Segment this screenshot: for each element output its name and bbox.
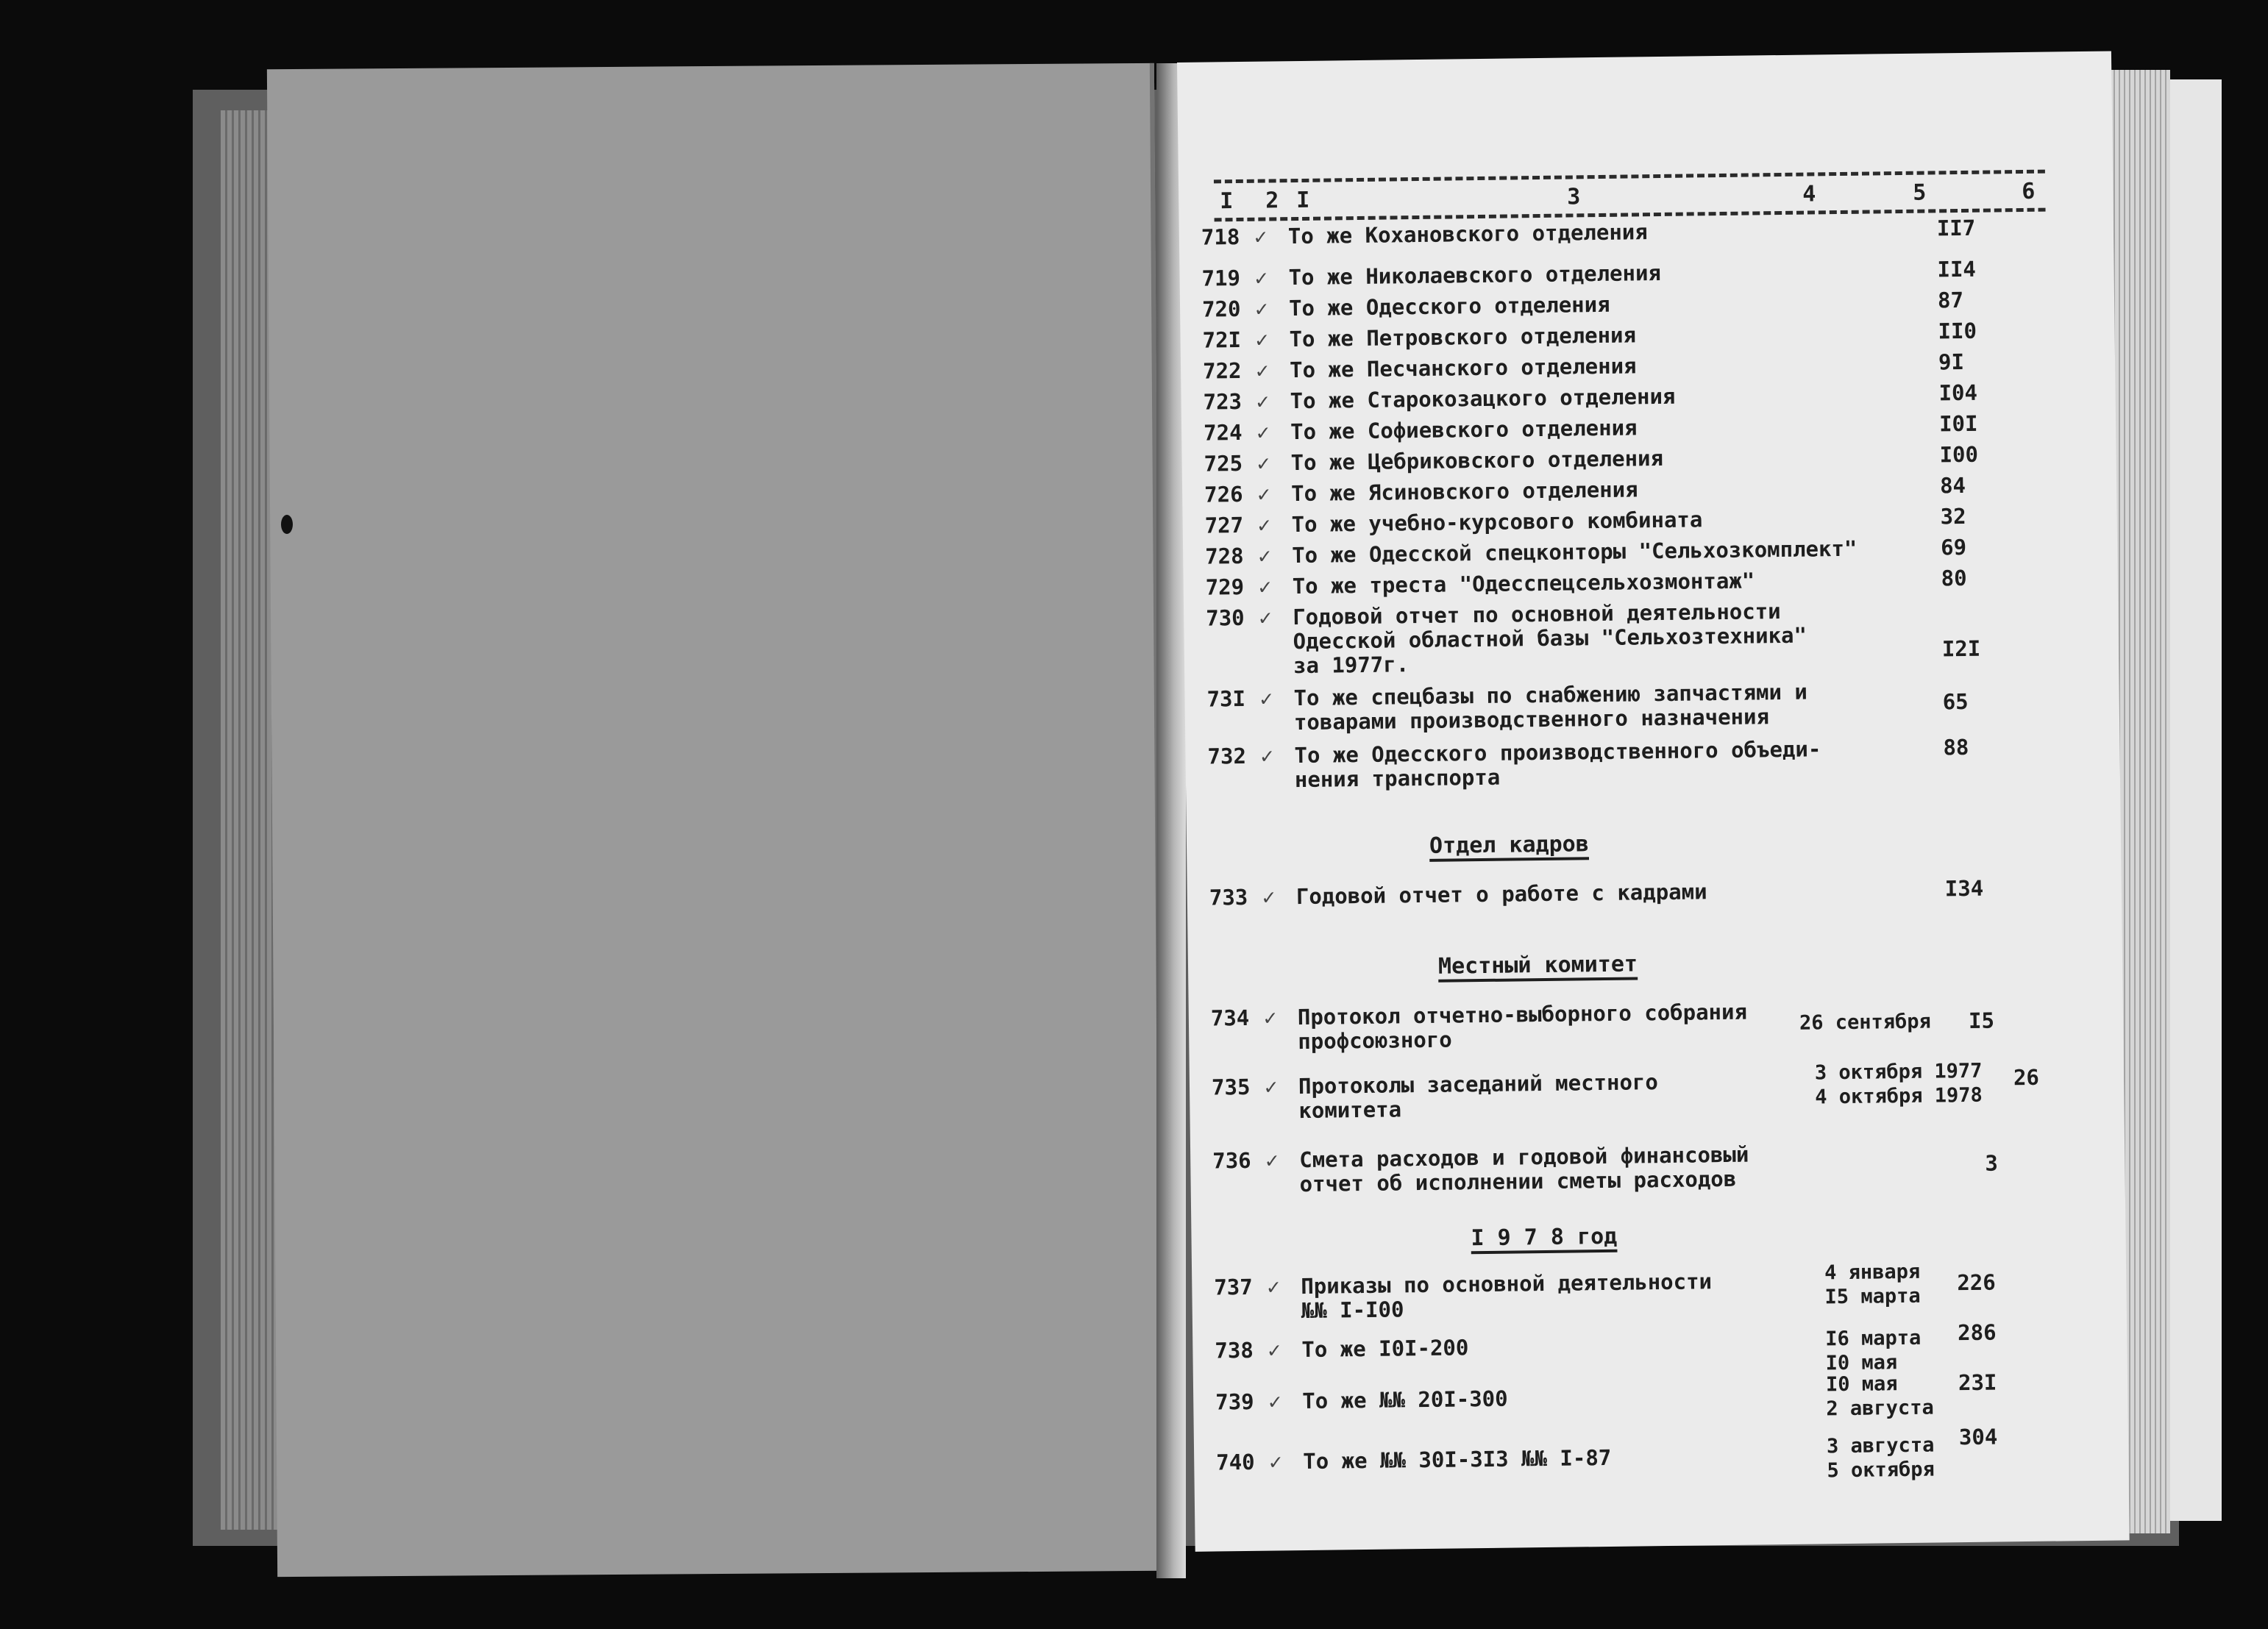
- section-year-1978: I 9 7 8 год: [1471, 1223, 1618, 1252]
- entry-number: 739: [1215, 1389, 1254, 1415]
- entry-sheets: 23I: [1958, 1369, 1997, 1396]
- check-mark-icon: ✓: [1256, 450, 1270, 476]
- entry-number: 732: [1207, 743, 1247, 769]
- header-col-2: 2: [1265, 188, 1279, 214]
- entry-number: 718: [1201, 224, 1240, 250]
- entry-title: То же спецбазы по снабжению запчастями и товарами производственного назначения: [1293, 679, 1808, 735]
- check-mark-icon: ✓: [1267, 1274, 1281, 1300]
- entry-dates: 3 октября 1977 4 октября 1978: [1814, 1059, 1983, 1109]
- section-local-committee: Местный комитет: [1437, 951, 1638, 980]
- check-mark-icon: ✓: [1259, 605, 1272, 630]
- entry-row: [1215, 1319, 2068, 1375]
- entry-sheets: 84: [1939, 472, 1966, 499]
- check-mark-icon: ✓: [1255, 357, 1269, 383]
- check-mark-icon: ✓: [1269, 1449, 1282, 1475]
- entry-sheets: 9I: [1938, 349, 1965, 375]
- entry-sheets: 26: [2013, 1064, 2040, 1091]
- left-page-blurred: [267, 63, 1165, 1577]
- entry-sheets: II7: [1936, 215, 1976, 241]
- entry-number: 73I: [1206, 685, 1246, 712]
- entry-sheets: I04: [1938, 379, 1978, 406]
- entry-sheets: I5: [1968, 1008, 1995, 1033]
- entry-row: [1201, 256, 2055, 291]
- check-mark-icon: ✓: [1262, 884, 1276, 910]
- entry-title: Смета расходов и годовой финансовый отчет об исполнении сметы расходов: [1299, 1141, 1749, 1197]
- table-header: [1214, 170, 2046, 221]
- entry-sheets: 87: [1937, 287, 1964, 313]
- entry-title: То же Софиевского отделения: [1290, 415, 1638, 445]
- entry-number: 722: [1202, 357, 1242, 384]
- entry-number: 724: [1203, 419, 1243, 446]
- entry-sheets: I0I: [1938, 410, 1978, 437]
- entry-dates: I0 мая 2 августа: [1825, 1372, 1934, 1421]
- entry-sheets: II0: [1938, 318, 1977, 344]
- check-mark-icon: ✓: [1256, 481, 1270, 507]
- entry-number: 736: [1212, 1147, 1251, 1174]
- entry-dates: 3 августа 5 октября: [1826, 1433, 1935, 1483]
- entry-row: [1207, 734, 2061, 793]
- entry-sheets: 69: [1940, 534, 1967, 560]
- entry-row: [1214, 1260, 2067, 1324]
- entry-sheets: 226: [1957, 1269, 1996, 1296]
- entry-number: 729: [1205, 574, 1245, 600]
- entry-title: То же №№ 20I-300: [1302, 1386, 1508, 1414]
- check-mark-icon: ✓: [1260, 743, 1274, 769]
- entry-sheets: I00: [1939, 441, 1979, 468]
- entry-sheets: 3: [1985, 1150, 1999, 1176]
- entry-number: 738: [1215, 1337, 1254, 1364]
- check-mark-icon: ✓: [1254, 296, 1268, 321]
- entry-row: [1216, 1424, 2069, 1483]
- check-mark-icon: ✓: [1268, 1337, 1281, 1363]
- header-col-4: 4: [1802, 181, 1816, 207]
- entry-sheets: I2I: [1941, 635, 1981, 662]
- entry-title: Протокол отчетно-выборного собрания профсоюзного: [1297, 999, 1748, 1055]
- entry-title: Приказы по основной деятельности №№ I-I00: [1301, 1269, 1713, 1324]
- entry-title: То же Одесской спецконторы "Сельхозкомплект": [1291, 535, 1858, 568]
- entry-number: 72I: [1202, 327, 1242, 353]
- entry-title: То же треста "Одесспецсельхозмонтаж": [1292, 568, 1755, 599]
- header-col-1: I: [1220, 188, 1234, 215]
- check-mark-icon: ✓: [1268, 1389, 1281, 1414]
- check-mark-icon: ✓: [1265, 1147, 1279, 1173]
- check-mark-icon: ✓: [1256, 388, 1270, 414]
- entry-number: 740: [1216, 1449, 1255, 1475]
- check-mark-icon: ✓: [1257, 512, 1271, 538]
- entry-title: То же Цебриковского отделения: [1290, 445, 1664, 476]
- check-mark-icon: ✓: [1254, 265, 1268, 290]
- entry-title: То же Петровского отделения: [1289, 322, 1637, 352]
- entry-number: 725: [1204, 450, 1243, 477]
- entry-row: [1211, 1059, 2065, 1124]
- entry-title: Годовой отчет о работе с кадрами: [1295, 879, 1707, 910]
- entry-number: 735: [1211, 1074, 1251, 1100]
- check-mark-icon: ✓: [1264, 1074, 1278, 1099]
- binding-hole: [281, 515, 293, 534]
- entry-sheets: II4: [1937, 256, 1977, 282]
- entry-title: То же Николаевского отделения: [1288, 260, 1662, 290]
- header-col-2b: I: [1296, 187, 1310, 214]
- entry-sheets: I34: [1944, 875, 1984, 902]
- entry-number: 730: [1206, 605, 1245, 631]
- entry-number: 723: [1203, 388, 1243, 415]
- entry-sheets: 88: [1943, 734, 1969, 760]
- entry-title: То же Ясиновского отделения: [1290, 477, 1638, 507]
- entry-row: [1210, 996, 2064, 1055]
- check-mark-icon: ✓: [1258, 574, 1272, 599]
- entry-sheets: 32: [1940, 503, 1966, 530]
- section-hr: Отдел кадров: [1429, 831, 1589, 859]
- entry-title: То же Одесского производственного объеди- нения транспорта: [1294, 736, 1821, 793]
- entry-number: 719: [1201, 265, 1241, 291]
- check-mark-icon: ✓: [1257, 543, 1271, 568]
- entry-row: [1206, 677, 2060, 735]
- entry-title: То же №№ 30I-3I3 №№ I-87: [1303, 1444, 1612, 1475]
- right-page: [1177, 51, 2130, 1551]
- entry-title: То же Одесского отделения: [1288, 291, 1610, 321]
- header-col-5: 5: [1913, 179, 1927, 206]
- header-col-6: 6: [2022, 178, 2036, 204]
- entry-dates: I6 марта I0 мая: [1825, 1326, 1922, 1375]
- check-mark-icon: ✓: [1263, 1005, 1277, 1030]
- entry-row: [1212, 1138, 2066, 1197]
- entry-sheets: 65: [1942, 688, 1969, 715]
- entry-title: Протоколы заседаний местного комитета: [1298, 1069, 1659, 1124]
- entry-title: Годовой отчет по основной деятельности Одесской областной базы "Сельхозтехника" за 1977г.: [1293, 599, 1807, 679]
- entry-row: [1215, 1369, 2069, 1421]
- entry-number: 734: [1210, 1005, 1250, 1031]
- entry-sheets: 286: [1957, 1319, 1997, 1346]
- entry-number: 720: [1201, 296, 1241, 322]
- entry-dates: 26 сентября: [1799, 1010, 1932, 1035]
- entry-title: То же учебно-курсового комбината: [1291, 507, 1703, 538]
- entry-title: То же I0I-200: [1301, 1335, 1469, 1363]
- check-mark-icon: ✓: [1256, 419, 1270, 445]
- entry-number: 726: [1204, 481, 1243, 507]
- entry-title: То же Песчанского отделения: [1289, 353, 1637, 383]
- entry-dates: 4 января I5 марта: [1824, 1260, 1921, 1309]
- entry-title: То же Старокозацкого отделения: [1290, 383, 1676, 414]
- entry-sheets: 304: [1958, 1424, 1998, 1450]
- entry-title: То же Кохановского отделения: [1287, 219, 1648, 249]
- check-mark-icon: ✓: [1255, 327, 1269, 352]
- entry-number: 727: [1204, 512, 1244, 538]
- entry-number: 733: [1209, 884, 1248, 910]
- entry-row: [1209, 875, 2063, 910]
- entry-sheets: 80: [1941, 565, 1967, 591]
- entry-number: 737: [1214, 1274, 1253, 1300]
- check-mark-icon: ✓: [1259, 685, 1273, 711]
- check-mark-icon: ✓: [1254, 224, 1268, 249]
- entry-number: 728: [1204, 543, 1244, 569]
- header-col-3: 3: [1567, 184, 1581, 210]
